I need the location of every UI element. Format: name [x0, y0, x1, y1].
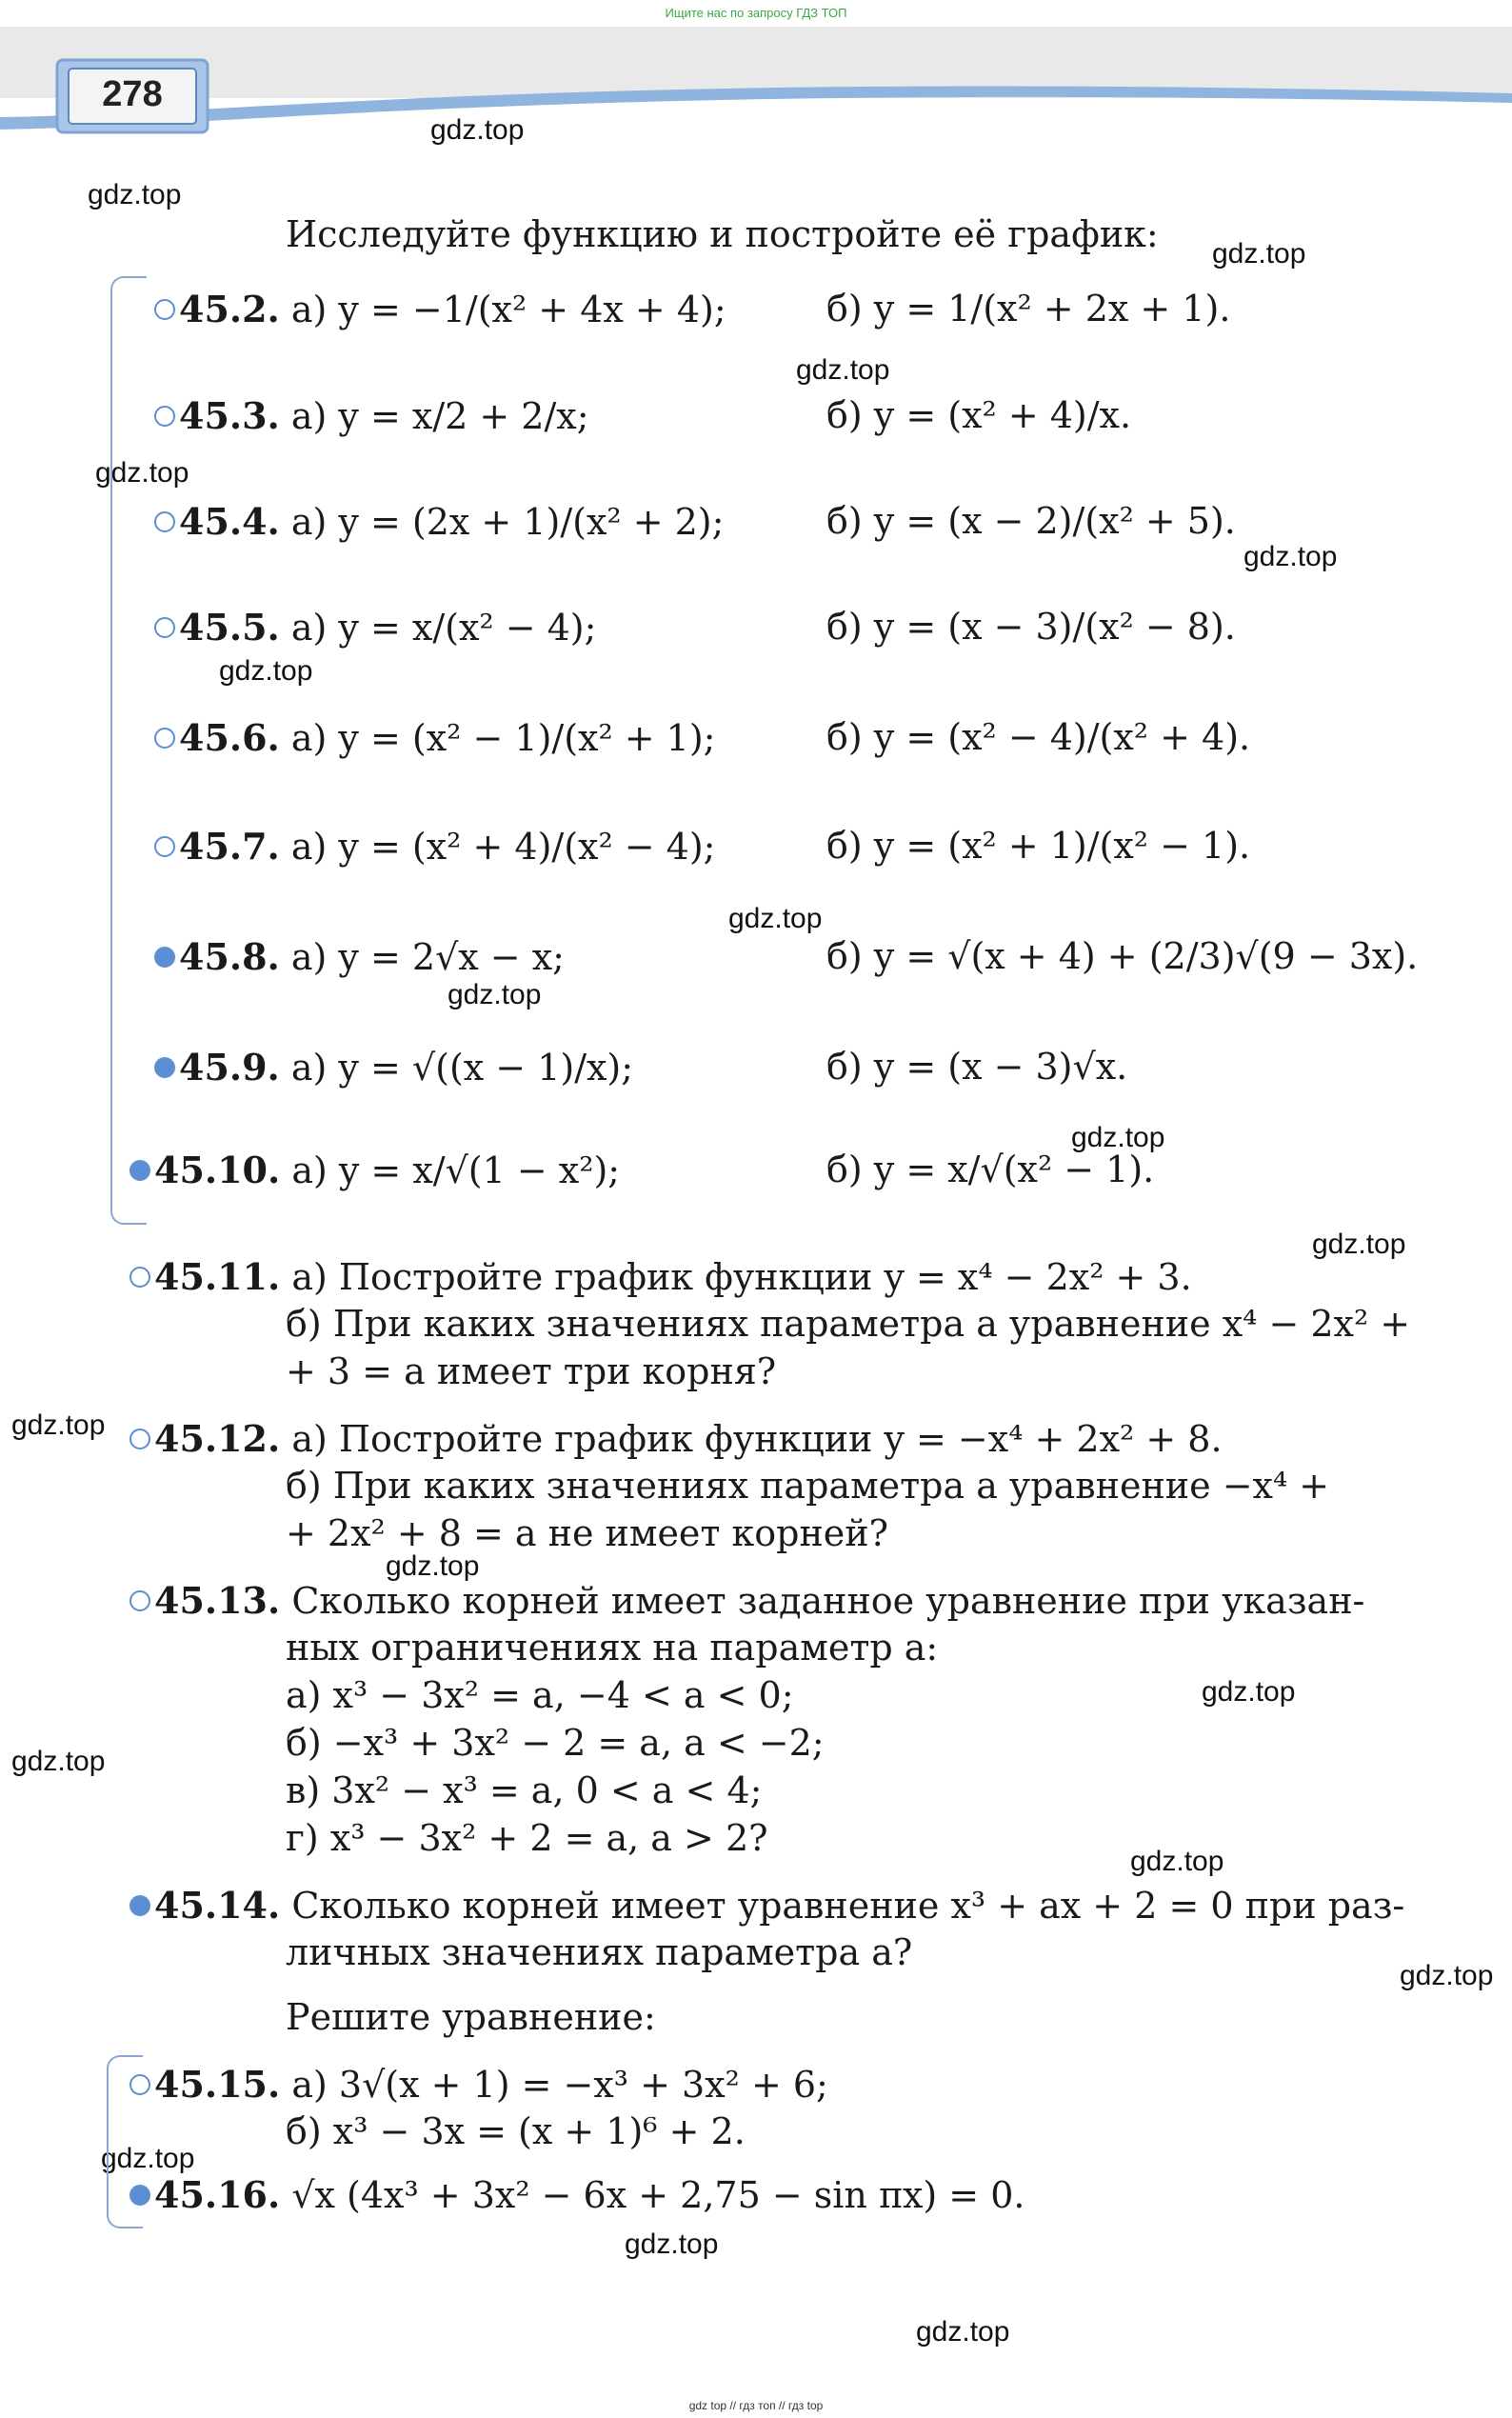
watermark: gdz.top — [1212, 238, 1306, 270]
problem-45-11-b1: б) При каких значениях параметра a уравнение x⁴ − 2x² + — [286, 1303, 1411, 1345]
watermark: gdz.top — [916, 2316, 1010, 2348]
page-number: 278 — [102, 74, 163, 114]
watermark: gdz.top — [1071, 1122, 1165, 1153]
watermark: gdz.top — [448, 979, 542, 1010]
watermark: gdz.top — [1130, 1846, 1224, 1877]
section-intro: Исследуйте функцию и постройте её график: — [286, 213, 1159, 255]
section-solve: Решите уравнение: — [286, 1996, 656, 2038]
problem-45-16 — [129, 2173, 1025, 2218]
problem-45-4-b: б) y = (x − 2)/(x² + 5). — [826, 500, 1236, 542]
problem-45-13-b: б) −x³ + 3x² − 2 = a, a < −2; — [286, 1722, 825, 1764]
problem-45-13 — [129, 1579, 1364, 1624]
problem-45-13-c: в) 3x² − x³ = a, 0 < a < 4; — [286, 1769, 763, 1811]
footer: gdz top // гдз топ // гдз top — [688, 2399, 824, 2412]
problem-part-a: а) y = (x² − 1)/(x² + 1); — [290, 717, 716, 759]
filled-marker-icon — [154, 947, 175, 968]
problem-part-a: а) y = 2√x − x; — [290, 936, 565, 978]
problem-45-13-t2: ных ограничениях на параметр a: — [286, 1627, 939, 1669]
problem-45-3-a — [154, 394, 589, 439]
problem-45-7-b: б) y = (x² + 1)/(x² − 1). — [826, 825, 1251, 867]
watermark: gdz.top — [728, 903, 823, 934]
problem-45-13-a: а) x³ − 3x² = a, −4 < a < 0; — [286, 1674, 794, 1716]
problem-45-3-b: б) y = (x² + 4)/x. — [826, 394, 1132, 436]
problem-45-11 — [129, 1255, 1192, 1300]
group-bracket — [110, 276, 147, 1225]
open-marker-icon — [129, 1429, 150, 1449]
problem-number: 45.9. — [179, 1046, 280, 1089]
watermark: gdz.top — [1312, 1229, 1406, 1260]
watermark: gdz.top — [95, 457, 189, 489]
problem-number: 45.10. — [154, 1149, 281, 1191]
problem-45-15-b: б) x³ − 3x = (x + 1)⁶ + 2. — [286, 2110, 746, 2152]
watermark: gdz.top — [1202, 1676, 1296, 1708]
open-marker-icon — [154, 728, 175, 749]
problem-number: 45.5. — [179, 606, 280, 649]
problem-equation: √x (4x³ + 3x² − 6x + 2,75 − sin πx) = 0. — [291, 2174, 1025, 2216]
watermark: gdz.top — [386, 1550, 480, 1582]
watermark: gdz.top — [101, 2143, 195, 2174]
open-marker-icon — [154, 617, 175, 638]
watermark: gdz.top — [625, 2228, 719, 2260]
problem-45-14 — [129, 1884, 1404, 1928]
problem-part-a: а) y = x/√(1 − x²); — [291, 1149, 621, 1191]
top-banner: Ищите нас по запросу ГДЗ ТОП — [665, 6, 847, 20]
open-marker-icon — [129, 1590, 150, 1611]
problem-45-2-a — [154, 288, 726, 332]
problem-number: 45.15. — [154, 2063, 281, 2106]
problem-number: 45.16. — [154, 2173, 281, 2216]
problem-number: 45.12. — [154, 1417, 281, 1460]
watermark: gdz.top — [1400, 1960, 1494, 1991]
problem-45-6-a — [154, 716, 715, 761]
problem-45-12-b2: + 2x² + 8 = a не имеет корней? — [286, 1512, 888, 1554]
filled-marker-icon — [129, 2185, 150, 2206]
problem-45-12-b1: б) При каких значениях параметра a уравнение −x⁴ + — [286, 1465, 1330, 1507]
problem-number: 45.13. — [154, 1579, 281, 1622]
problem-45-11-b2: + 3 = a имеет три корня? — [286, 1350, 777, 1392]
problem-45-9-a — [154, 1046, 633, 1090]
problem-45-8-a — [154, 935, 565, 980]
problem-45-14-t2: личных значениях параметра a? — [286, 1931, 913, 1973]
problem-number: 45.11. — [154, 1255, 281, 1298]
problem-45-15 — [129, 2063, 828, 2108]
open-marker-icon — [154, 511, 175, 532]
filled-marker-icon — [154, 1057, 175, 1078]
problem-part-a: а) y = −1/(x² + 4x + 4); — [290, 289, 726, 330]
watermark: gdz.top — [11, 1746, 106, 1777]
watermark: gdz.top — [219, 655, 313, 687]
problem-part-a: а) y = (x² + 4)/(x² − 4); — [290, 826, 716, 868]
open-marker-icon — [154, 299, 175, 320]
problem-number: 45.8. — [179, 935, 280, 978]
problem-number: 45.7. — [179, 825, 280, 868]
problem-part-a: а) Постройте график функции y = x⁴ − 2x² + 3. — [291, 1256, 1192, 1298]
watermark: gdz.top — [11, 1409, 106, 1441]
problem-45-9-b: б) y = (x − 3)√x. — [826, 1046, 1128, 1088]
problem-number: 45.6. — [179, 716, 280, 759]
open-marker-icon — [129, 1267, 150, 1288]
problem-part-a: а) y = (2x + 1)/(x² + 2); — [290, 501, 725, 543]
watermark: gdz.top — [1243, 541, 1338, 572]
problem-45-4-a — [154, 500, 724, 545]
watermark: gdz.top — [430, 114, 525, 146]
problem-text: Сколько корней имеет уравнение x³ + ax + 2 = 0 при раз- — [291, 1885, 1405, 1927]
problem-45-8-b: б) y = √(x + 4) + (2/3)√(9 − 3x). — [826, 935, 1419, 977]
problem-45-13-d: г) x³ − 3x² + 2 = a, a > 2? — [286, 1817, 768, 1859]
problem-part-a: а) y = x/2 + 2/x; — [290, 395, 589, 437]
header-band — [0, 27, 1512, 141]
problem-number: 45.4. — [179, 500, 280, 543]
open-marker-icon — [129, 2074, 150, 2095]
problem-part-a: а) y = √((x − 1)/x); — [290, 1047, 634, 1089]
problem-45-2-b: б) y = 1/(x² + 2x + 1). — [826, 288, 1231, 330]
problem-number: 45.14. — [154, 1884, 281, 1927]
filled-marker-icon — [129, 1160, 150, 1181]
problem-45-5-b: б) y = (x − 3)/(x² − 8). — [826, 606, 1236, 648]
problem-number: 45.2. — [179, 288, 280, 330]
problem-45-6-b: б) y = (x² − 4)/(x² + 4). — [826, 716, 1251, 758]
problem-text: Сколько корней имеет заданное уравнение при указан- — [291, 1580, 1365, 1622]
problem-part-a: а) Постройте график функции y = −x⁴ + 2x² + 8. — [291, 1418, 1223, 1460]
problem-45-12 — [129, 1417, 1223, 1462]
watermark: gdz.top — [796, 354, 890, 386]
problem-number: 45.3. — [179, 394, 280, 437]
problem-45-5-a — [154, 606, 596, 650]
problem-part-a: а) 3√(x + 1) = −x³ + 3x² + 6; — [291, 2064, 828, 2106]
problem-45-10-a — [129, 1149, 620, 1193]
problem-45-7-a — [154, 825, 715, 869]
open-marker-icon — [154, 836, 175, 857]
open-marker-icon — [154, 406, 175, 427]
problem-part-a: а) y = x/(x² − 4); — [290, 607, 597, 649]
watermark: gdz.top — [88, 179, 182, 210]
filled-marker-icon — [129, 1895, 150, 1916]
problem-45-10-b: б) y = x/√(x² − 1). — [826, 1149, 1155, 1190]
